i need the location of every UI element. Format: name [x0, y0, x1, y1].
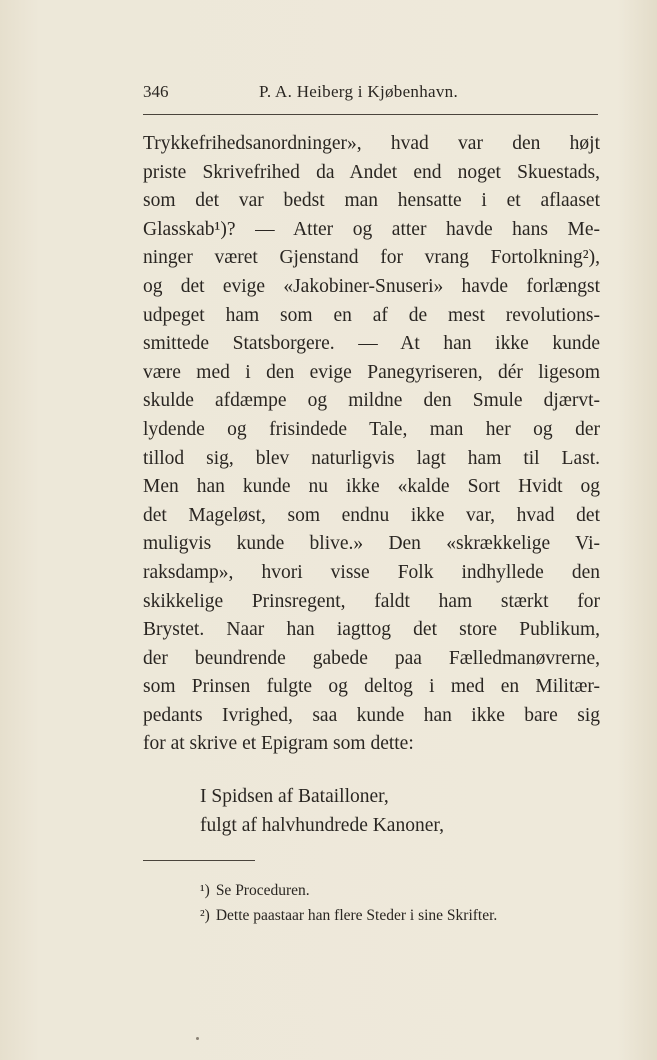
text-line: og det evige «Jakobiner-Snuseri» havde forlængst	[143, 275, 600, 297]
text-line: som Prinsen fulgte og deltog i med en Militær-	[143, 676, 600, 698]
text-line: Glasskab¹)? — Atter og atter havde hans Me-	[143, 218, 600, 240]
page-number: 346	[143, 82, 169, 101]
footnote-text: Dette paastaar han flere Steder i sine Skrifter.	[215, 907, 498, 924]
paper-speck	[196, 1037, 199, 1040]
verse-line: I Spidsen af Batailloner,	[200, 786, 389, 807]
text-line: lydende og frisindede Tale, man her og der	[143, 418, 600, 440]
footnote-marker: ¹)	[200, 882, 210, 899]
footnote	[200, 903, 620, 928]
running-title: P. A. Heiberg i Kjøbenhavn.	[259, 82, 459, 101]
verse-line: fulgt af halvhundrede Kanoner,	[200, 814, 444, 836]
footnote-marker: ²)	[200, 907, 210, 924]
text-line: Men han kunde nu ikke «kalde Sort Hvidt og	[143, 476, 600, 498]
text-line: skulde afdæmpe og mildne den Smule djærvt-	[143, 390, 600, 412]
footnote-text: Se Proceduren.	[215, 882, 310, 899]
text-line: udpeget ham som en af de mest revolutions-	[143, 304, 600, 326]
text-line: det Mageløst, som endnu ikke var, hvad det	[143, 504, 600, 526]
footnote	[200, 878, 620, 903]
text-line: for at skrive et Epigram som dette:	[143, 733, 414, 755]
text-line: skikkelige Prinsregent, faldt ham stærkt for	[143, 590, 600, 612]
text-line: som det var bedst man hensatte i et aflaaset	[143, 190, 600, 212]
text-line: tillod sig, blev naturligvis lagt ham til Last.	[143, 447, 600, 469]
text-line: muligvis kunde blive.» Den «skrækkelige Vi-	[143, 533, 600, 555]
page-header	[143, 82, 598, 108]
text-line: ninger været Gjenstand for vrang Fortolkning²),	[143, 247, 600, 269]
text-line: priste Skrivefrihed da Andet end noget Skuestads,	[143, 161, 600, 183]
body-paragraph	[143, 130, 600, 759]
epigram-verse	[200, 783, 444, 840]
footnotes	[200, 878, 620, 928]
text-line: Brystet. Naar han iagttog det store Publikum,	[143, 619, 600, 641]
footnote-rule	[143, 860, 255, 861]
text-line: smittede Statsborgere. — At han ikke kunde	[143, 333, 600, 355]
text-line: Trykkefrihedsanordninger», hvad var den højt	[143, 133, 600, 154]
text-line: raksdamp», hvori visse Folk indhyllede den	[143, 561, 600, 583]
text-line: der beundrende gabede paa Fælledmanøvrerne,	[143, 647, 600, 669]
text-line: være med i den evige Panegyriseren, dér ligesom	[143, 361, 600, 383]
text-line: pedants Ivrighed, saa kunde han ikke bare sig	[143, 704, 600, 726]
header-rule	[143, 114, 598, 115]
